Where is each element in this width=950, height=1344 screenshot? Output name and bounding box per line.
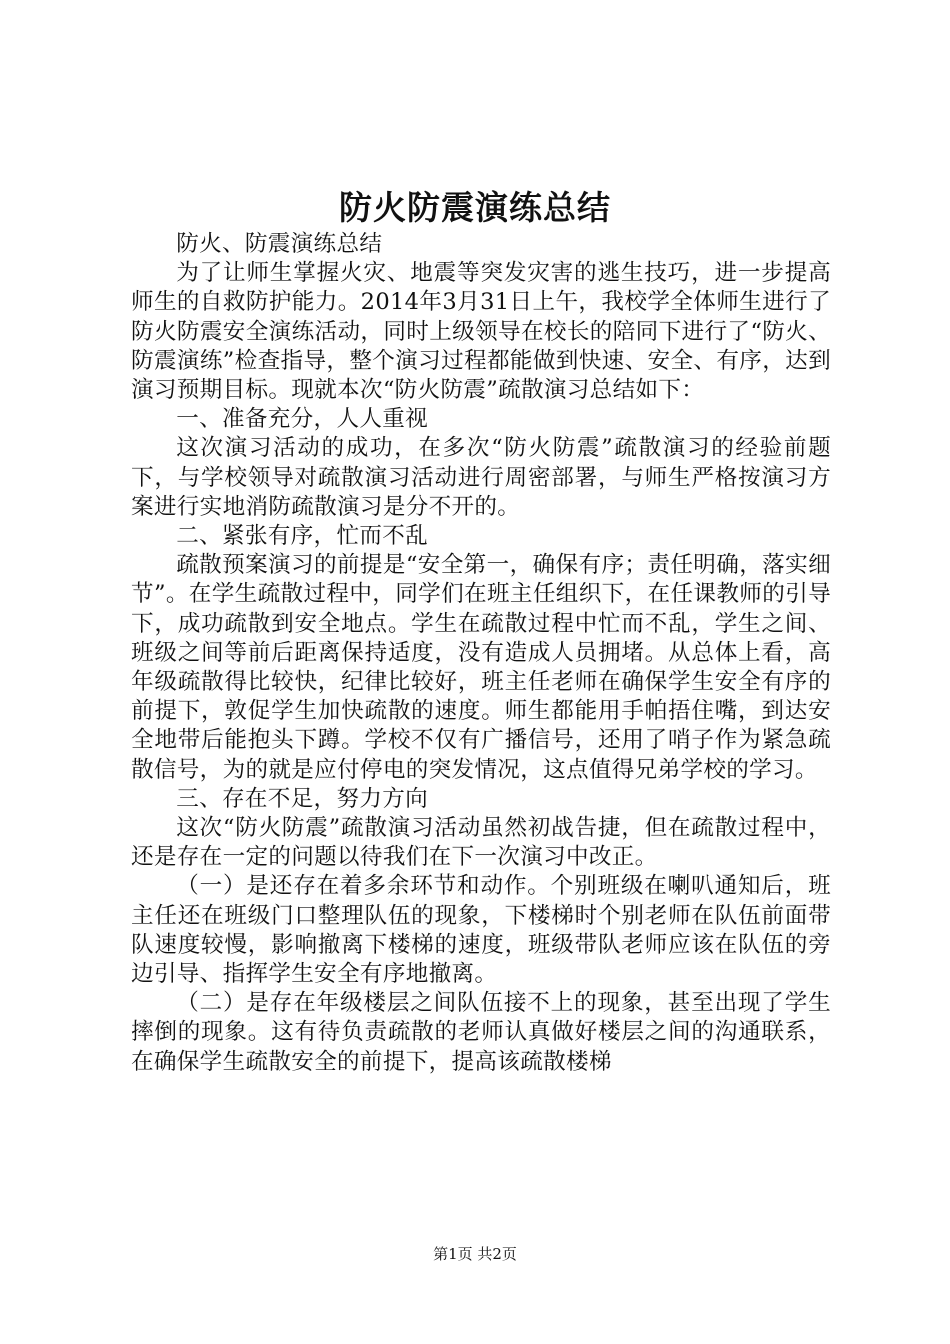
paragraph-section-1: 这次演习活动的成功，在多次“防火防震”疏散演习的经验前题下，与学校领导对疏散演习活动进行周密部署，与师生严格按演习方案进行实地消防疏散演习是分不开的。 — [131, 435, 831, 520]
paragraph-section-2: 疏散预案演习的前提是“安全第一，确保有序；责任明确，落实细节”。在学生疏散过程中，同学们在班主任组织下，在任课教师的引导下，成功疏散到安全地点。学生在疏散过程中忙而不乱，学生之间、班级之间等前后距离保持适度，没有造成人员拥堵。从总体上看，高年级疏散得比较快，纪律比较好，班主任老师在确保学生安全有序的前提下，敦促学生加快疏散的速度。师生都能用手帕捂住嘴，到达安全地带后能抱头下蹲。学校不仅有广播信号，还用了哨子作为紧急疏散信号，为的就是应付停电的突发情况，这点值得兄弟学校的学习。 — [131, 552, 831, 783]
document-title: 防火防震演练总结 — [339, 188, 611, 227]
paragraph-intro: 为了让师生掌握火灾、地震等突发灾害的逃生技巧，进一步提高师生的自救防护能力。2014年3月31日上午，我校学全体师生进行了防火防震安全演练活动，同时上级领导在校长的陪同下进行了“防火、防震演练”检查指导，整个演习过程都能做到快速、安全、有序，达到演习预期目标。现就本次“防火防震”疏散演习总结如下： — [131, 260, 831, 404]
page-number-footer: 第1页 共2页 — [433, 1245, 517, 1263]
section-heading-1: 一、准备充分，人人重视 — [176, 406, 429, 433]
document-body — [131, 230, 831, 1077]
section-heading-3: 三、存在不足，努力方向 — [176, 785, 429, 812]
paragraph-issue-1: （一）是还存在着多余环节和动作。个别班级在喇叭通知后，班主任还在班级门口整理队伍的现象，下楼梯时个别老师在队伍前面带队速度较慢，影响撤离下楼梯的速度，班级带队老师应该在队伍的旁边引导、指挥学生安全有序地撤离。 — [131, 873, 831, 988]
section-heading-2: 二、紧张有序，忙而不乱 — [176, 523, 429, 550]
paragraph-issue-2: （二）是存在年级楼层之间队伍接不上的现象，甚至出现了学生摔倒的现象。这有待负责疏散的老师认真做好楼层之间的沟通联系，在确保学生疏散安全的前提下，提高该疏散楼梯 — [131, 990, 831, 1075]
paragraph-section-3: 这次“防火防震”疏散演习活动虽然初战告捷，但在疏散过程中，还是存在一定的问题以待我们在下一次演习中改正。 — [131, 815, 831, 871]
paragraph-subtitle: 防火、防震演练总结 — [176, 231, 383, 257]
